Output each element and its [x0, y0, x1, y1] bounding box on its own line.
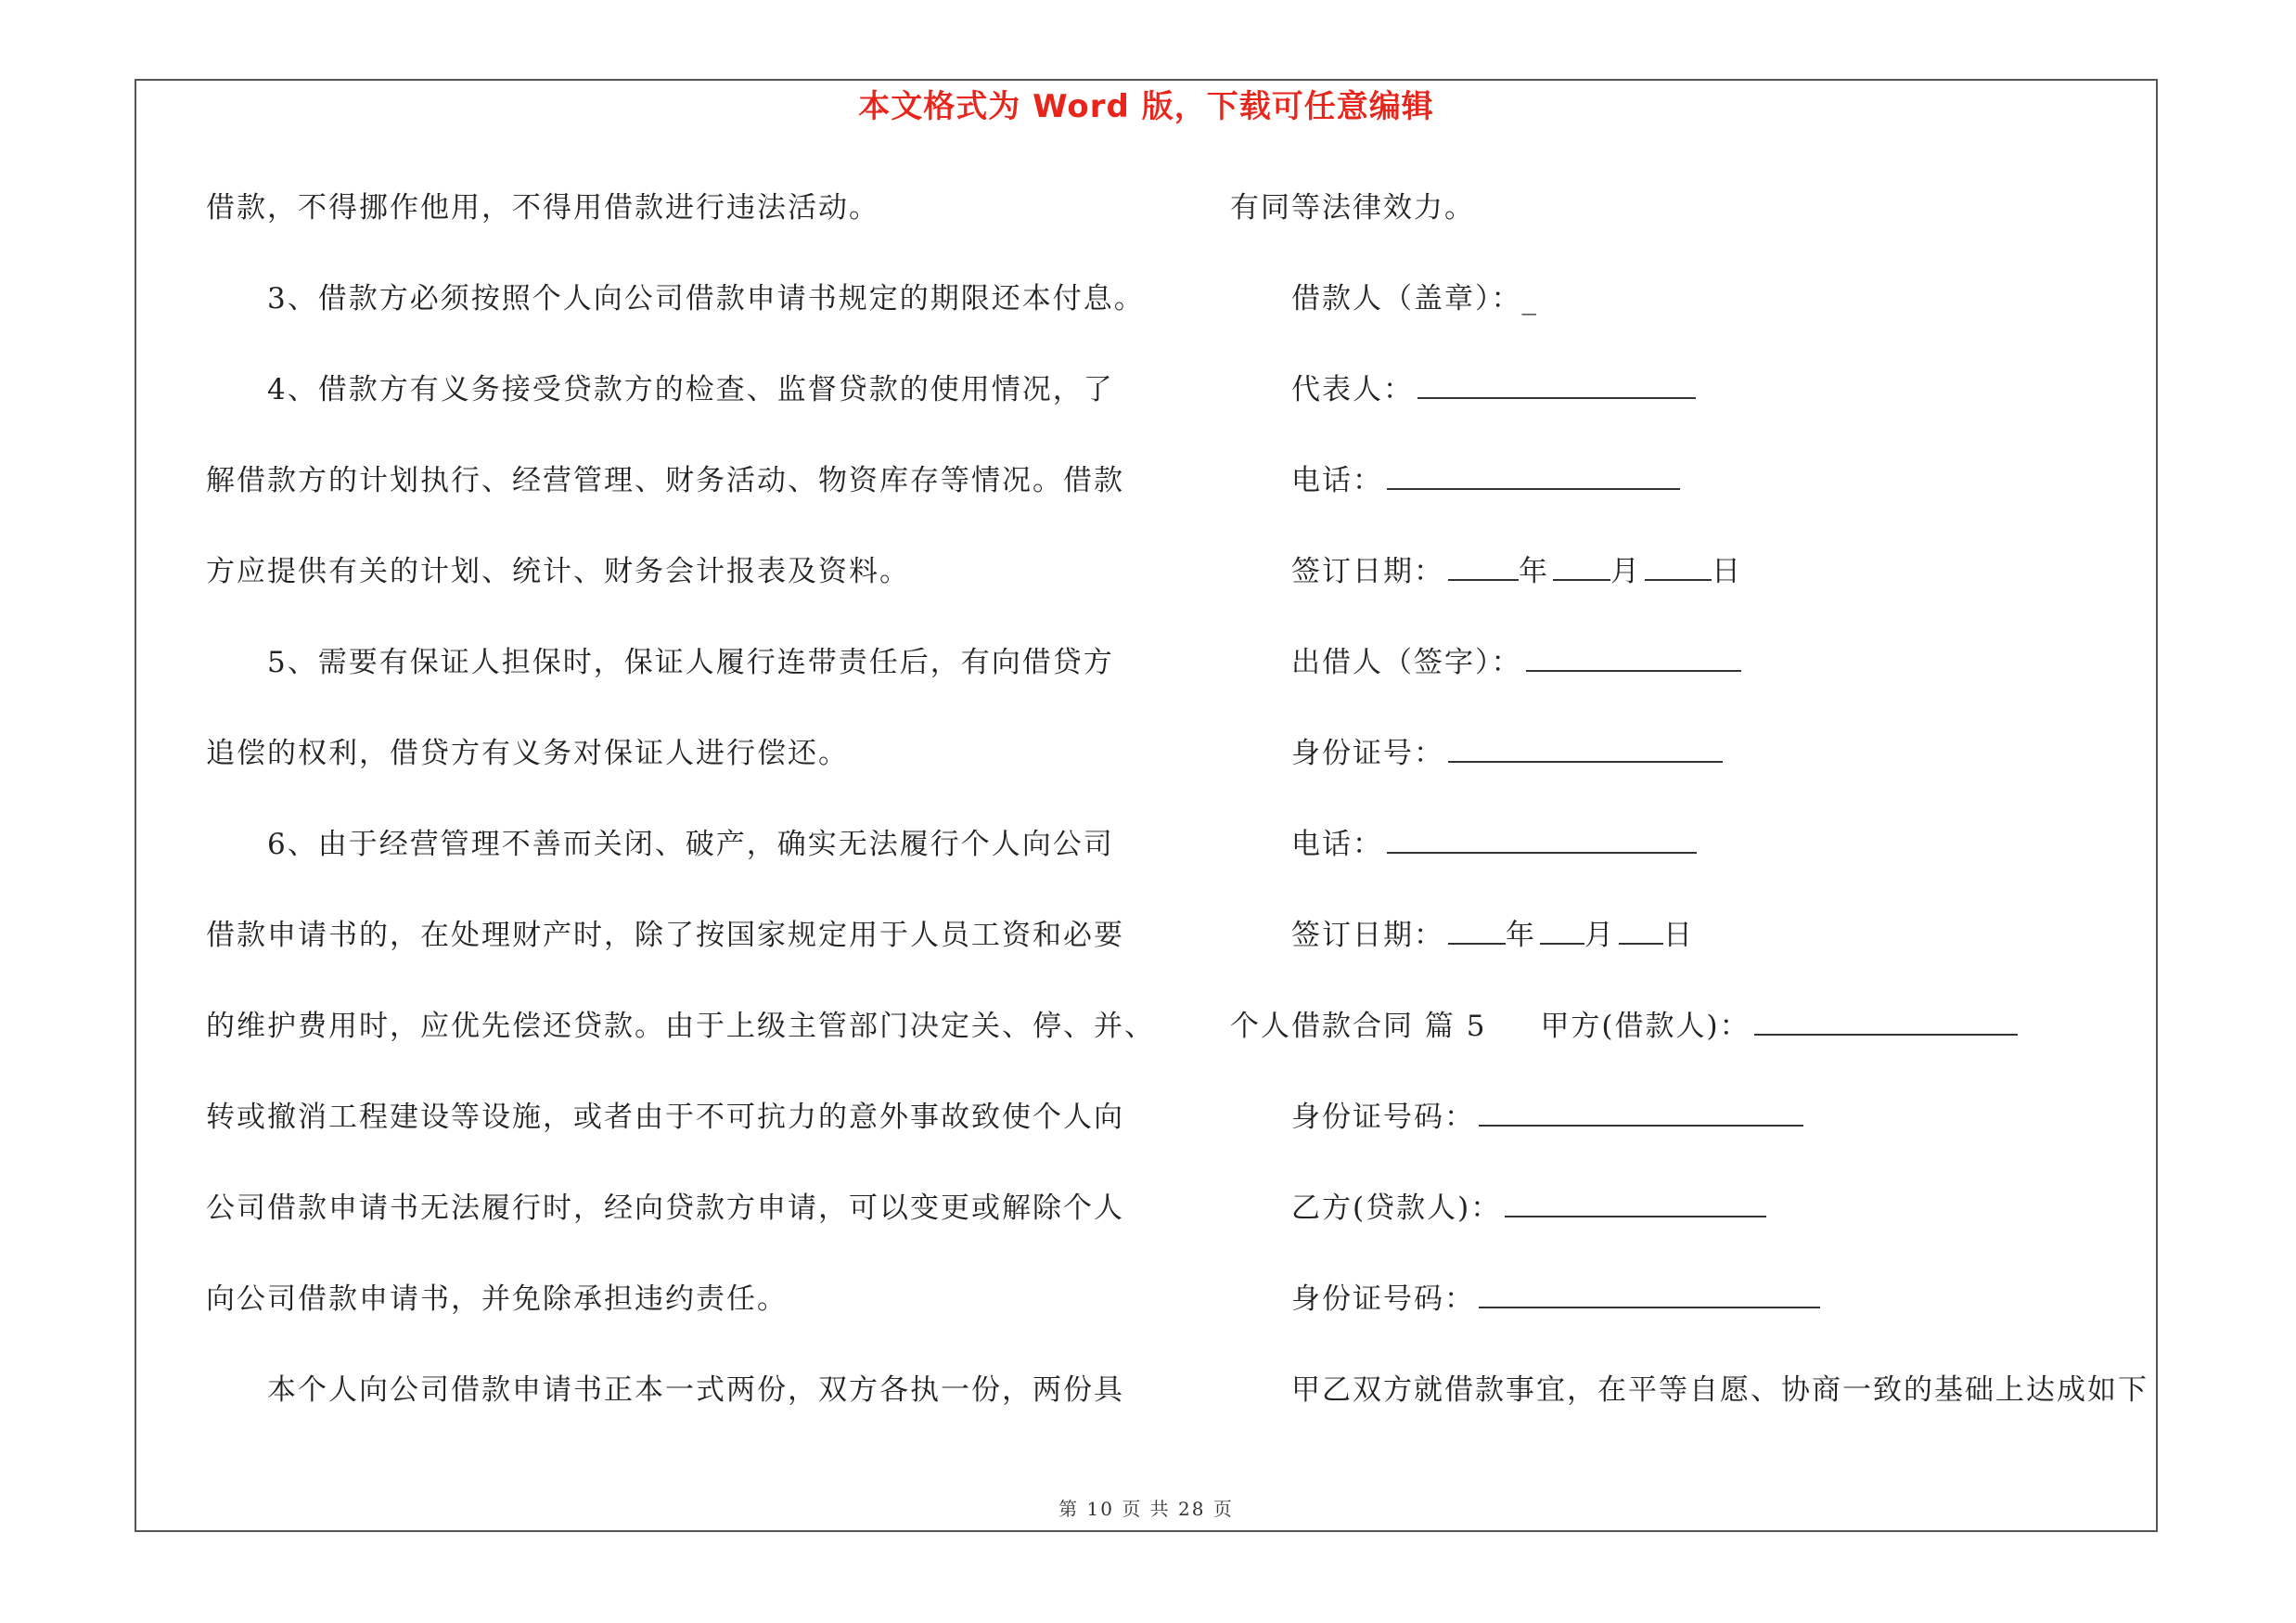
phone-field: [1230, 822, 1697, 867]
field-label: 电话：: [1291, 828, 1383, 861]
blank-line: [1619, 915, 1663, 945]
paragraph-line: 本个人向公司借款申请书正本一式两份，双方各执一份，两份具: [267, 1373, 1124, 1407]
paragraph-line: 4、借款方有义务接受贷款方的检查、监督贷款的使用情况，了: [267, 373, 1114, 406]
paragraph-line: 5、需要有保证人担保时，保证人履行连带责任后，有向借贷方: [267, 646, 1114, 679]
blank-line: [1479, 1279, 1820, 1308]
month-label: 月: [1584, 919, 1615, 952]
field-label: 乙方(贷款人)：: [1291, 1191, 1502, 1225]
day-label: 日: [1712, 555, 1742, 588]
blank-line: [1387, 460, 1680, 490]
blank-line: [1448, 733, 1723, 763]
blank-line: [1553, 551, 1610, 581]
year-label: 年: [1519, 555, 1549, 588]
blank-line: [1526, 642, 1741, 672]
field-label: 借款人（盖章）：_: [1291, 282, 1538, 316]
paragraph-line: 有同等法律效力。: [1230, 191, 1475, 225]
blank-line: [1754, 1006, 2018, 1036]
paragraph-line: 借款，不得挪作他用，不得用借款进行违法活动。: [206, 191, 879, 225]
blank-line: [1479, 1097, 1803, 1127]
paragraph-line: 公司借款申请书无法履行时，经向贷款方申请，可以变更或解除个人: [206, 1191, 1124, 1225]
contract-heading-line: [1230, 1004, 2018, 1049]
paragraph-line: 6、由于经营管理不善而关闭、破产，确实无法履行个人向公司: [267, 828, 1114, 861]
blank-line: [1448, 551, 1519, 581]
blank-line: [1645, 551, 1712, 581]
blank-line: [1417, 369, 1696, 399]
format-banner: 本文格式为 Word 版，下载可任意编辑: [858, 88, 1434, 125]
paragraph-line: 向公司借款申请书，并免除承担违约责任。: [206, 1282, 788, 1316]
paragraph-line: 3、借款方必须按照个人向公司借款申请书规定的期限还本付息。: [267, 282, 1145, 316]
sign-date-field: [1230, 913, 1694, 958]
field-label: 电话：: [1291, 464, 1383, 497]
month-label: 月: [1610, 555, 1641, 588]
field-label: 身份证号：: [1291, 737, 1444, 770]
phone-field: [1230, 458, 1680, 503]
blank-line: [1540, 915, 1584, 945]
field-label: 身份证号码：: [1291, 1282, 1475, 1316]
representative-field: [1230, 367, 1696, 412]
paragraph-line: 转或撤消工程建设等设施，或者由于不可抗力的意外事故致使个人向: [206, 1101, 1124, 1134]
field-label: 身份证号码：: [1291, 1101, 1475, 1134]
sign-date-field: [1230, 549, 1742, 594]
page-number: 第 10 页 共 28 页: [1058, 1498, 1234, 1520]
field-label: 出借人（签字）：: [1291, 646, 1522, 679]
party-a-label: 甲方(借款人)：: [1540, 1010, 1751, 1043]
paragraph-line: 借款申请书的，在处理财产时，除了按国家规定用于人员工资和必要: [206, 919, 1124, 952]
blank-line: [1387, 824, 1697, 854]
field-label: 代表人：: [1291, 373, 1414, 406]
paragraph-line: 方应提供有关的计划、统计、财务会计报表及资料。: [206, 555, 910, 588]
field-label: 签订日期：: [1291, 555, 1444, 588]
day-label: 日: [1663, 919, 1694, 952]
paragraph-line: 追偿的权利，借贷方有义务对保证人进行偿还。: [206, 737, 849, 770]
field-label: 签订日期：: [1291, 919, 1444, 952]
party-b-field: [1230, 1186, 1766, 1230]
borrower-seal-field: [1230, 277, 1538, 321]
lender-sign-field: [1230, 640, 1741, 685]
blank-line: [1505, 1188, 1766, 1217]
id-code-field: [1230, 1095, 1803, 1140]
year-label: 年: [1506, 919, 1536, 952]
paragraph-line: 甲乙双方就借款事宜，在平等自愿、协商一致的基础上达成如下: [1291, 1373, 2148, 1407]
id-number-field: [1230, 731, 1723, 776]
blank-line: [1448, 915, 1506, 945]
paragraph-line: 的维护费用时，应优先偿还贷款。由于上级主管部门决定关、停、并、: [206, 1010, 1155, 1043]
contract-title: 个人借款合同 篇 5: [1230, 1010, 1487, 1043]
paragraph-line: 解借款方的计划执行、经营管理、财务活动、物资库存等情况。借款: [206, 464, 1124, 497]
id-code-field: [1230, 1277, 1820, 1321]
